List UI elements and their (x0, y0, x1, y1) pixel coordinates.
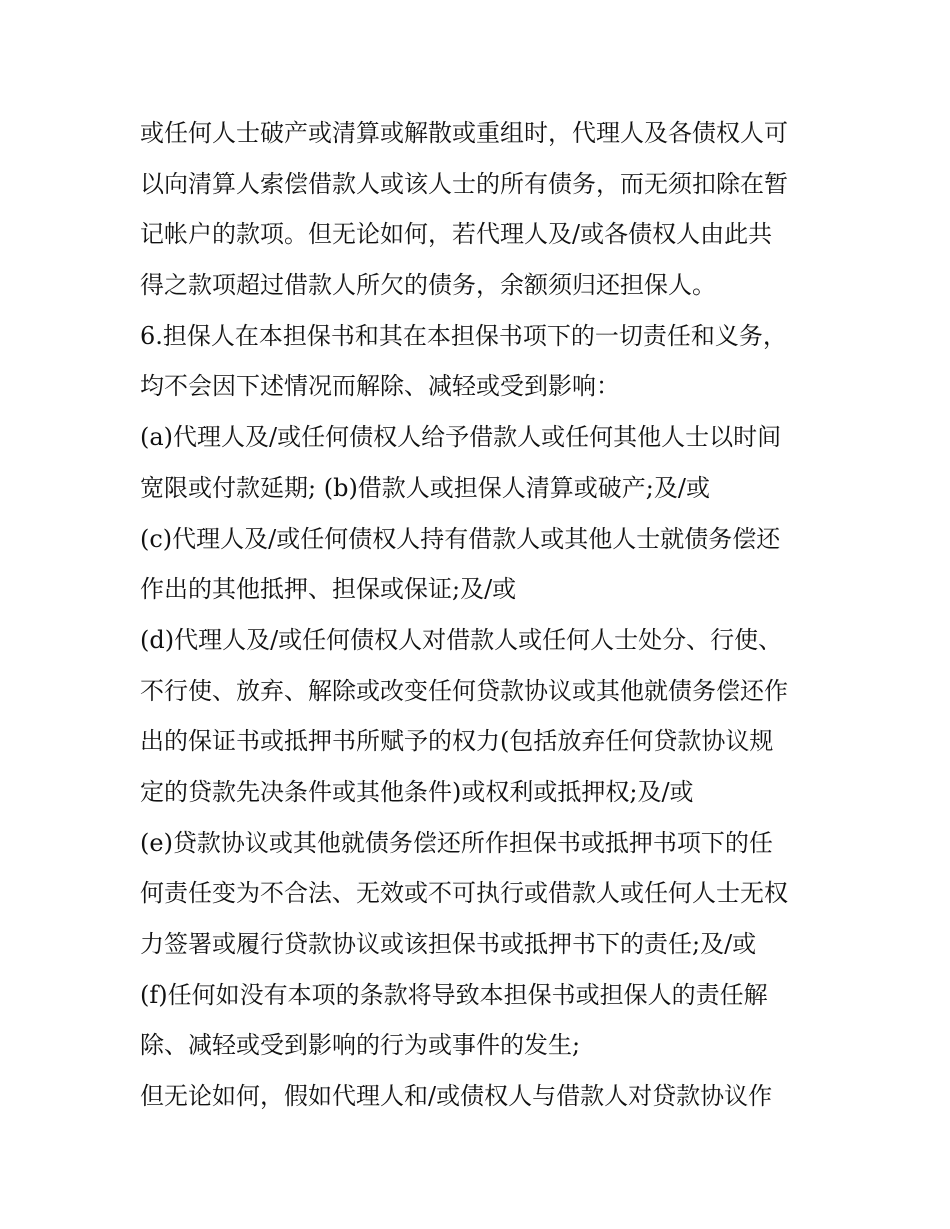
text-line-20: 但无论如何，假如代理人和/或债权人与借款人对贷款协议作 (140, 1082, 773, 1111)
text-line-3: 记帐户的款项。但无论如何，若代理人及/或各债权人由此共 (140, 220, 773, 249)
text-line-16: 何责任变为不合法、无效或不可执行或借款人或任何人士无权 (140, 879, 788, 908)
text-line-5: 6.担保人在本担保书和其在本担保书项下的一切责任和义务， (140, 321, 787, 350)
text-line-10: 作出的其他抵押、担保或保证;及/或 (140, 575, 517, 604)
text-line-1: 或任何人士破产或清算或解散或重组时，代理人及各债权人可 (140, 119, 788, 147)
text-line-11: (d)代理人及/或任何债权人对借款人或任何人士处分、行使、 (140, 625, 783, 654)
text-line-7: (a)代理人及/或任何债权人给予借款人或任何其他人士以时间 (140, 423, 782, 452)
text-line-19: 除、减轻或受到影响的行为或事件的发生; (140, 1031, 581, 1060)
document-body (140, 108, 840, 1122)
text-line-13: 出的保证书或抵押书所赋予的权力(包括放弃任何贷款协议规 (140, 727, 774, 756)
text-line-18: (f)任何如没有本项的条款将导致本担保书或担保人的责任解 (140, 980, 768, 1009)
text-line-8: 宽限或付款延期; (b)借款人或担保人清算或破产;及/或 (140, 473, 710, 502)
text-line-15: (e)贷款协议或其他就债务偿还所作担保书或抵押书项下的任 (140, 828, 773, 857)
text-line-14: 定的贷款先决条件或其他条件)或权利或抵押权;及/或 (140, 777, 694, 806)
text-line-9: (c)代理人及/或任何债权人持有借款人或其他人士就债务偿还 (140, 524, 781, 553)
text-line-12: 不行使、放弃、解除或改变任何贷款协议或其他就债务偿还作 (140, 676, 788, 705)
text-line-2: 以向清算人索偿借款人或该人士的所有债务，而无须扣除在暂 (140, 169, 788, 198)
text-line-17: 力签署或履行贷款协议或该担保书或抵押书下的责任;及/或 (140, 930, 757, 958)
text-line-6: 均不会因下述情况而解除、减轻或受到影响： (140, 372, 620, 401)
text-line-4: 得之款项超过借款人所欠的债务，余额须归还担保人。 (140, 271, 716, 300)
